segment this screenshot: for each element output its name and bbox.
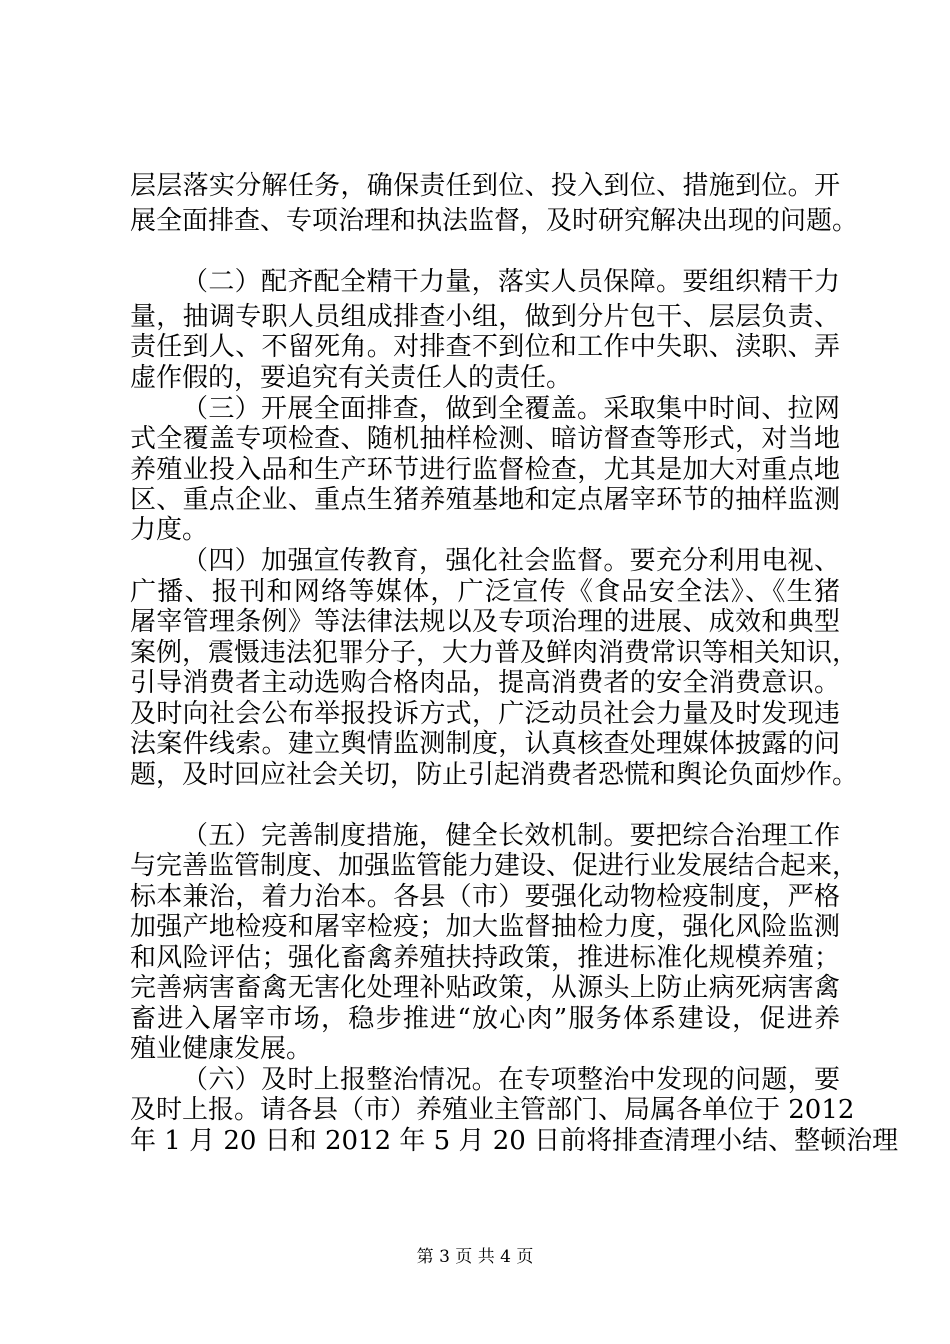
text-line: 与完善监管制度、加强监管能力建设、促进行业发展结合起来， — [130, 851, 859, 881]
text-line: 案例，震慑违法犯罪分子，大力普及鲜肉消费常识等相关知识， — [130, 638, 859, 668]
text-line: 式全覆盖专项检查、随机抽样检测、暗访督查等形式，对当地 — [130, 424, 840, 454]
text-line: 及时向社会公布举报投诉方式，广泛动员社会力量及时发现违 — [130, 699, 840, 729]
text-line: 及时上报。请各县（市）养殖业主管部门、局属各单位于 2012 — [130, 1095, 855, 1125]
text-line: 量，抽调专职人员组成排查小组，做到分片包干、层层负责、 — [130, 302, 840, 332]
text-line: 法案件线索。建立舆情监测制度，认真核查处理媒体披露的问 — [130, 729, 840, 759]
text-line: 畜进入屠宰市场，稳步推进“放心肉”服务体系建设，促进养 — [130, 1004, 840, 1034]
text-line: 层层落实分解任务，确保责任到位、投入到位、措施到位。开 — [130, 171, 840, 201]
text-line: 标本兼治，着力治本。各县（市）要强化动物检疫制度，严格 — [130, 882, 840, 912]
text-line: 殖业健康发展。 — [130, 1034, 313, 1064]
text-line: 加强产地检疫和屠宰检疫；加大监督抽检力度，强化风险监测 — [130, 912, 840, 942]
text-line: 引导消费者主动选购合格肉品，提高消费者的安全消费意识。 — [130, 668, 840, 698]
text-line: 和风险评估；强化畜禽养殖扶持政策，推进标准化规模养殖； — [130, 943, 840, 973]
text-line: （五）完善制度措施，健全长效机制。要把综合治理工作 — [182, 821, 840, 851]
text-line: （六）及时上报整治情况。在专项整治中发现的问题，要 — [182, 1065, 840, 1095]
text-line: 区、重点企业、重点生猪养殖基地和定点屠宰环节的抽样监测 — [130, 485, 840, 515]
text-line: 屠宰管理条例》等法律法规以及专项治理的进展、成效和典型 — [130, 607, 840, 637]
text-line: （四）加强宣传教育，强化社会监督。要充分利用电视、 — [182, 546, 840, 576]
text-line: 完善病害畜禽无害化处理补贴政策，从源头上防止病死病害禽 — [130, 973, 840, 1003]
text-line: （三）开展全面排查，做到全覆盖。采取集中时间、拉网 — [182, 394, 840, 424]
page-footer: 第 3 页 共 4 页 — [416, 1247, 534, 1267]
text-line: 力度。 — [130, 515, 209, 545]
text-line: 题，及时回应社会关切，防止引起消费者恐慌和舆论负面炒作。 — [130, 760, 859, 790]
text-line: 展全面排查、专项治理和执法监督，及时研究解决出现的问题。 — [130, 206, 859, 236]
text-line: 养殖业投入品和生产环节进行监督检查，尤其是加大对重点地 — [130, 455, 840, 485]
text-line: 虚作假的，要追究有关责任人的责任。 — [130, 363, 573, 393]
text-line: （二）配齐配全精干力量，落实人员保障。要组织精干力 — [182, 267, 840, 297]
text-line: 年 1 月 20 日和 2012 年 5 月 20 日前将排查清理小结、整顿治理 — [130, 1126, 899, 1156]
text-line: 责任到人、不留死角。对排查不到位和工作中失职、渎职、弄 — [130, 332, 840, 362]
text-line: 广播、报刊和网络等媒体，广泛宣传《食品安全法》、《生猪 — [130, 577, 840, 607]
